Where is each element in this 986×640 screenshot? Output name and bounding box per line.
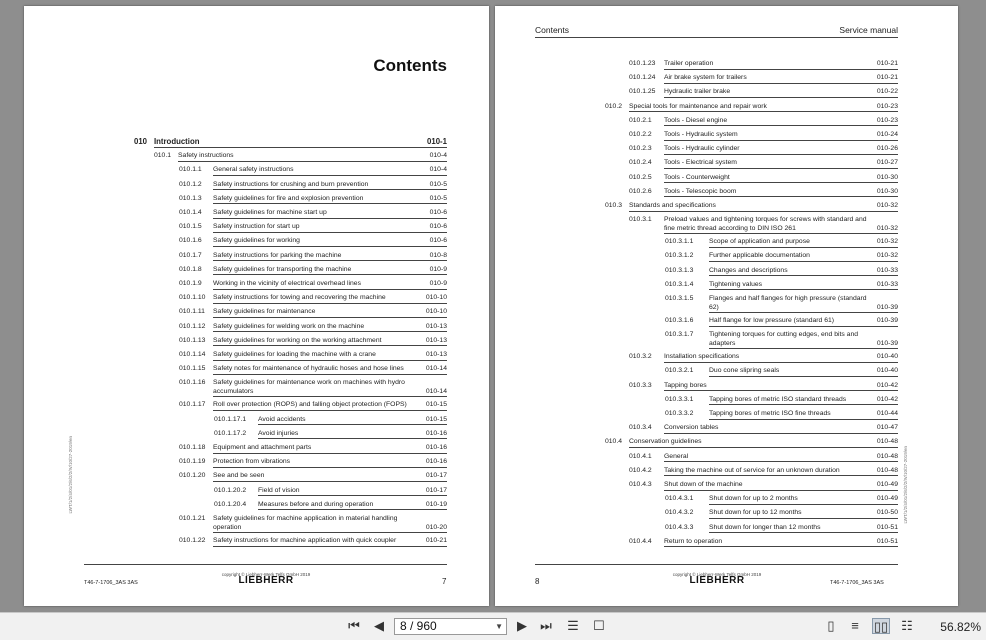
toc-page: 010-14 (425, 387, 447, 395)
toc-page: 010-17 (425, 486, 447, 494)
toc-entry[interactable] (495, 509, 902, 519)
toc-entry[interactable] (24, 537, 451, 547)
toc-title: Equipment and attachment parts (213, 444, 447, 454)
toc-entry[interactable] (495, 382, 902, 392)
toc-number: 010.4 (605, 438, 623, 446)
toc-entry[interactable] (495, 145, 902, 155)
footer-copyright: copyright © Liebherr-Werk Telfs GmbH 2019 (672, 572, 762, 577)
toc-page: 010-9 (429, 265, 447, 273)
toc-entry[interactable] (495, 60, 902, 70)
contents-title: Contents (373, 56, 447, 75)
toc-number: 010.3.3.1 (665, 395, 694, 403)
toc-page: 010-30 (876, 187, 898, 195)
toc-entry[interactable] (24, 223, 451, 233)
toc-page: 010-15 (425, 401, 447, 409)
toc-entry[interactable] (24, 280, 451, 290)
toc-entry[interactable] (495, 117, 902, 127)
toc-page: 010-14 (425, 365, 447, 373)
toc-entry[interactable] (24, 294, 451, 304)
toc-number: 010.1.6 (179, 237, 202, 245)
toc-page: 010-6 (429, 209, 447, 216)
toc-entry[interactable] (495, 74, 902, 84)
toc-title: Tightening torques for cutting edges, end bits and adapters (709, 331, 898, 349)
toc-number: 010.2.3 (629, 145, 652, 153)
toc-page: 010-5 (429, 180, 447, 188)
next-page-icon[interactable]: ▶ (517, 618, 527, 633)
toc-title: Safety instructions for crushing and burn prevention (213, 181, 447, 191)
footer-code: T46-7-1706_3AS 3AS (84, 580, 138, 586)
last-page-icon[interactable]: ⏭ (540, 618, 552, 633)
toc-title: General (664, 453, 898, 463)
toc-title: Safety guidelines for loading the machine with a crane (213, 351, 447, 361)
toc-page: 010-33 (876, 280, 898, 288)
two-page-icon[interactable]: ▯▯ (873, 619, 889, 634)
toc-page: 010-13 (425, 336, 447, 344)
right-page (495, 6, 958, 606)
toc-entry[interactable] (24, 138, 451, 148)
toc-entry[interactable] (495, 538, 902, 548)
toc-title: Duo cone slipring seals (709, 367, 898, 377)
toc-title: Safety notes for maintenance of hydraulic hoses and hose lines (213, 365, 447, 375)
toc-number: 010.1.13 (179, 336, 206, 344)
toc-number: 010.2.5 (629, 173, 652, 181)
toc-number: 010.3.4 (629, 424, 652, 432)
toc-title: Tapping bores of metric ISO fine threads (709, 410, 898, 420)
toc-entry[interactable] (495, 481, 902, 491)
toc-number: 010.3.1.2 (665, 252, 694, 260)
toc-page: 010-30 (876, 173, 898, 181)
toc-title: Tools - Counterweight (664, 174, 898, 184)
toc-page: 010-39 (876, 303, 898, 311)
toc-page: 010-32 (876, 224, 898, 232)
toc-title: Avoid injuries (258, 430, 447, 440)
toc-title: Roll over protection (ROPS) and falling object protection (FOPS) (213, 401, 447, 411)
toc-title: Changes and descriptions (709, 267, 898, 277)
toc-entry[interactable] (24, 430, 451, 440)
toc-page: 010-32 (876, 202, 898, 209)
toc-number: 010.1.8 (179, 265, 202, 273)
toc-title: Safety guidelines for maintenance (213, 308, 447, 318)
toc-number: 010.4.3.2 (665, 509, 694, 517)
toc-title: Field of vision (258, 487, 447, 497)
toc-entry[interactable] (495, 131, 902, 141)
toc-number: 010.2.4 (629, 159, 652, 167)
toc-title: General safety instructions (213, 166, 447, 176)
header-line (535, 37, 898, 38)
footer-page-number: 8 (535, 577, 540, 586)
toc-number: 010.1.17.2 (214, 429, 247, 437)
toc-number: 010.1.24 (629, 74, 656, 82)
toc-number: 010.1.15 (179, 365, 206, 373)
liebherr-logo: LIEBHERR (238, 575, 294, 586)
toc-entry[interactable] (24, 337, 451, 347)
toc-number: 010.1.20.2 (214, 486, 247, 494)
toc-page: 010-50 (876, 509, 898, 517)
toc-entry[interactable] (24, 515, 451, 533)
toc-number: 010.4.3.3 (665, 523, 694, 531)
toc-title: Installation specifications (664, 353, 898, 363)
toc-page: 010-51 (876, 537, 898, 545)
toc-number: 010.3.1.1 (665, 238, 694, 246)
toc-title: Tapping bores of metric ISO standard threads (709, 396, 898, 406)
toc-page: 010-33 (876, 266, 898, 274)
toc-entry[interactable] (24, 472, 451, 482)
toc-title: Safety guidelines for transporting the machine (213, 266, 447, 276)
toc-title: Introduction (154, 138, 447, 148)
toc-title: Further applicable documentation (709, 252, 898, 262)
toc-title: Shut down for longer than 12 months (709, 524, 898, 534)
toc-title: Air brake system for trailers (664, 74, 898, 84)
toc-entry[interactable] (24, 401, 451, 411)
toc-entry[interactable] (495, 174, 902, 184)
toc-title: Measures before and during operation (258, 501, 447, 511)
toc-page: 010-48 (876, 466, 898, 474)
toc-entry[interactable] (495, 238, 902, 248)
header-contents: Contents (535, 25, 570, 35)
toc-number: 010.4.1 (629, 452, 652, 460)
toc-number: 010.1.18 (179, 444, 206, 451)
toc-page: 010-44 (876, 410, 898, 417)
toc-title: Safety guidelines for working on the working attachment (213, 337, 447, 347)
toc-page: 010-15 (425, 415, 447, 423)
toc-number: 010.1.3 (179, 194, 202, 202)
footer-page-number: 7 (442, 577, 447, 586)
toc-page: 010-24 (876, 131, 898, 138)
toc-page: 010-13 (425, 322, 447, 330)
toc-entry[interactable] (24, 237, 451, 247)
toc-entry[interactable] (24, 487, 451, 497)
toc-title: Half flange for low pressure (standard 61) (709, 317, 898, 327)
toc-page: 010-9 (429, 280, 447, 287)
toc-number: 010.1.17 (179, 401, 206, 409)
toc-number: 010.1 (154, 152, 172, 160)
toc-number: 010.2.2 (629, 131, 652, 138)
toc-page: 010-8 (429, 251, 447, 259)
first-page-icon[interactable]: ⏮ (348, 618, 360, 633)
toc-page: 010-49 (876, 481, 898, 488)
viewer-toolbar (0, 612, 986, 640)
toc-number: 010.3.1.3 (665, 266, 694, 274)
toc-entry[interactable] (495, 317, 902, 327)
toc-title: Tools - Electrical system (664, 159, 898, 169)
fit-width-icon[interactable]: ☰ (567, 618, 579, 633)
toc-number: 010.1.17.1 (214, 415, 247, 423)
toc-title: Safety instructions for machine application with quick coupler (213, 537, 447, 547)
toc-number: 010.1.21 (179, 515, 206, 522)
toc-page: 010-6 (429, 223, 447, 231)
toc-page: 010-49 (876, 495, 898, 503)
toc-page: 010-42 (876, 395, 898, 403)
toc-page: 010-48 (876, 438, 898, 446)
toc-entry[interactable] (24, 195, 451, 205)
toc-number: 010.4.2 (629, 466, 652, 474)
toc-title: Hydraulic trailer brake (664, 88, 898, 98)
toc-number: 010 (134, 137, 148, 146)
toc-title: Safety guidelines for fire and explosion prevention (213, 195, 447, 205)
page-number-input[interactable]: 8 / 960 ▼ (394, 618, 507, 635)
toc-title: Safety instruction for start up (213, 223, 447, 233)
toc-number: 010.1.10 (179, 294, 206, 302)
toc-page: 010-40 (876, 353, 898, 361)
toc-title: Shut down for up to 2 months (709, 495, 898, 505)
toc-title: Tools - Hydraulic cylinder (664, 145, 898, 155)
toc-number: 010.2.1 (629, 116, 652, 124)
toc-number: 010.1.20.4 (214, 500, 247, 508)
toc-number: 010.3.1.6 (665, 317, 694, 324)
toc-entry[interactable] (24, 323, 451, 333)
toc-number: 010.3.2.1 (665, 367, 694, 375)
toc-page: 010-40 (876, 367, 898, 375)
toc-number: 010.1.11 (179, 308, 205, 316)
toc-entry[interactable] (24, 166, 451, 176)
toc-entry[interactable] (495, 424, 902, 434)
toc-title: Tools - Diesel engine (664, 117, 898, 127)
toc-number: 010.1.1 (179, 166, 202, 174)
toc-page: 010-42 (876, 381, 898, 389)
toc-entry[interactable] (495, 267, 902, 277)
toc-number: 010.3.3.2 (665, 410, 694, 417)
toc-page: 010-4 (429, 152, 447, 160)
toc-entry[interactable] (24, 501, 451, 511)
toc-page: 010-26 (876, 145, 898, 153)
toc-title: Special tools for maintenance and repair work (629, 103, 898, 113)
toc-entry[interactable] (24, 365, 451, 375)
toc-title: Safety guidelines for working (213, 237, 447, 247)
liebherr-logo: LIEBHERR (689, 575, 745, 586)
toc-number: 010.3 (605, 202, 623, 209)
toc-page: 010-16 (425, 444, 447, 451)
toc-entry[interactable] (495, 367, 902, 377)
continuous-page-icon[interactable]: ≡ (851, 618, 859, 633)
toc-title: Safety guidelines for welding work on the machine (213, 323, 447, 333)
toc-page: 010-10 (425, 294, 447, 302)
toc-title: Scope of application and purpose (709, 238, 898, 248)
toc-number: 010.3.2 (629, 353, 652, 361)
toc-title: See and be seen (213, 472, 447, 482)
toc-number: 010.1.4 (179, 209, 202, 216)
left-page (24, 6, 489, 606)
toc-page: 010-1 (427, 137, 447, 146)
toc-page: 010-21 (876, 60, 898, 67)
toc-entry[interactable] (495, 410, 902, 420)
toc-number: 010.3.1 (629, 216, 652, 224)
header-service-manual: Service manual (839, 25, 898, 35)
toc-number: 010.3.1.7 (665, 331, 694, 339)
toc-number: 010.3.1.5 (665, 295, 694, 302)
toc-entry[interactable] (495, 295, 902, 313)
footer-line (84, 564, 447, 565)
prev-page-icon[interactable]: ◀ (374, 618, 384, 633)
two-page-continuous-icon[interactable]: ☷ (901, 618, 913, 633)
toc-title: Working in the vicinity of electrical overhead lines (213, 280, 447, 290)
side-code: LWT/1/2/4/01/2/6/2/2/IV/10/27-2019/en (903, 446, 908, 524)
toc-entry[interactable] (495, 103, 902, 113)
toc-page: 010-39 (876, 339, 898, 347)
toc-page: 010-23 (876, 102, 898, 110)
toc-entry[interactable] (495, 202, 902, 212)
toc-page: 010-4 (429, 166, 447, 174)
toc-title: Safety instructions for parking the machine (213, 252, 447, 262)
toc-entry[interactable] (495, 159, 902, 169)
toc-number: 010.1.2 (179, 180, 202, 188)
toc-number: 010.1.20 (179, 472, 206, 480)
toc-entry[interactable] (24, 152, 451, 162)
toc-number: 010.3.3 (629, 381, 652, 389)
toc-number: 010.4.3.1 (665, 495, 694, 503)
toc-number: 010.1.12 (179, 322, 206, 330)
footer-copyright: copyright © Liebherr-Werk Telfs GmbH 2019 (221, 572, 311, 577)
toc-entry[interactable] (24, 308, 451, 318)
toc-number: 010.4.3 (629, 481, 652, 488)
toc-page: 010-19 (425, 500, 447, 508)
footer-line (535, 564, 898, 565)
toc-entry[interactable] (495, 438, 902, 448)
toc-title: Safety guidelines for machine application in material handling operation (213, 515, 447, 533)
toc-entry[interactable] (495, 524, 902, 534)
side-code: LWT/1/2/4/01/2/6/2/2/IV/10/27-2019/en (68, 436, 73, 514)
toc-title: Flanges and half flanges for high pressure (standard 62) (709, 295, 898, 313)
toc-number: 010.1.14 (179, 351, 206, 358)
toc-number: 010.2 (605, 102, 623, 110)
toc-title: Trailer operation (664, 60, 898, 70)
toc-page: 010-10 (425, 308, 447, 316)
toc-title: Tools - Hydraulic system (664, 131, 898, 141)
toc-title: Safety instructions for towing and recovering the machine (213, 294, 447, 304)
toc-title: Taking the machine out of service for an unknown duration (664, 467, 898, 477)
footer-code: T46-7-1706_3AS 3AS (830, 580, 884, 586)
toc-number: 010.1.22 (179, 537, 206, 544)
toc-page: 010-5 (429, 194, 447, 202)
toc-entry[interactable] (24, 209, 451, 219)
toc-page: 010-27 (876, 159, 898, 167)
toc-page: 010-47 (876, 424, 898, 432)
toc-title: Tightening values (709, 281, 898, 291)
fit-page-icon[interactable]: ☐ (593, 618, 605, 633)
toc-title: Preload values and tightening torques for screws with standard and fine metric thread according to DIN ISO 261 (664, 216, 898, 234)
toc-page: 010-20 (425, 523, 447, 531)
toc-entry[interactable] (24, 416, 451, 426)
toc-entry[interactable] (495, 396, 902, 406)
toc-number: 010.2.6 (629, 187, 652, 195)
toc-entry[interactable] (495, 281, 902, 291)
toc-number: 010.1.9 (179, 280, 202, 287)
toc-title: Tapping bores (664, 382, 898, 392)
toc-title: Conservation guidelines (629, 438, 898, 448)
toc-entry[interactable] (495, 495, 902, 505)
zoom-level[interactable]: 56.82% (940, 620, 981, 634)
toc-entry[interactable] (495, 88, 902, 98)
toc-entry[interactable] (495, 331, 902, 349)
toc-page: 010-32 (876, 252, 898, 260)
toc-number: 010.1.16 (179, 379, 206, 387)
toc-entry[interactable] (495, 188, 902, 198)
toc-title: Shut down for up to 12 months (709, 509, 898, 519)
toc-entry[interactable] (495, 353, 902, 363)
toc-title: Safety guidelines for maintenance work on machines with hydro accumulators (213, 379, 447, 397)
toc-entry[interactable] (24, 181, 451, 191)
single-page-icon[interactable]: ▯ (827, 618, 835, 633)
toc-page: 010-17 (425, 472, 447, 480)
toc-page: 010-51 (876, 523, 898, 531)
toc-entry[interactable] (24, 351, 451, 361)
toc-page: 010-16 (425, 429, 447, 437)
chevron-down-icon[interactable]: ▼ (495, 622, 503, 631)
toc-page: 010-13 (425, 351, 447, 358)
toc-entry[interactable] (24, 444, 451, 454)
toc-number: 010.3.1.4 (665, 280, 694, 288)
toc-page: 010-22 (876, 88, 898, 96)
toc-entry[interactable] (24, 458, 451, 468)
toc-entry[interactable] (495, 252, 902, 262)
toc-title: Standards and specifications (629, 202, 898, 212)
toc-number: 010.1.23 (629, 60, 656, 67)
toc-entry[interactable] (495, 453, 902, 463)
toc-number: 010.1.7 (179, 251, 202, 259)
toc-title: Return to operation (664, 538, 898, 548)
toc-number: 010.1.19 (179, 458, 206, 466)
toc-entry[interactable] (24, 266, 451, 276)
toc-page: 010-32 (876, 238, 898, 246)
toc-title: Safety guidelines for machine start up (213, 209, 447, 219)
toc-number: 010.1.5 (179, 223, 202, 231)
toc-page: 010-16 (425, 458, 447, 466)
toc-title: Safety instructions (178, 152, 447, 162)
toc-title: Protection from vibrations (213, 458, 447, 468)
toc-page: 010-23 (876, 116, 898, 124)
toc-entry[interactable] (495, 216, 902, 234)
toc-entry[interactable] (495, 467, 902, 477)
toc-page: 010-21 (425, 537, 447, 544)
toc-title: Tools - Telescopic boom (664, 188, 898, 198)
toc-page: 010-6 (429, 237, 447, 245)
toc-title: Avoid accidents (258, 416, 447, 426)
toc-entry[interactable] (24, 252, 451, 262)
toc-number: 010.4.4 (629, 537, 652, 545)
toc-page: 010-21 (876, 74, 898, 82)
toc-title: Shut down of the machine (664, 481, 898, 491)
toc-number: 010.1.25 (629, 88, 656, 96)
toc-entry[interactable] (24, 379, 451, 397)
toc-page: 010-39 (876, 317, 898, 324)
toc-page: 010-48 (876, 452, 898, 460)
toc-title: Conversion tables (664, 424, 898, 434)
